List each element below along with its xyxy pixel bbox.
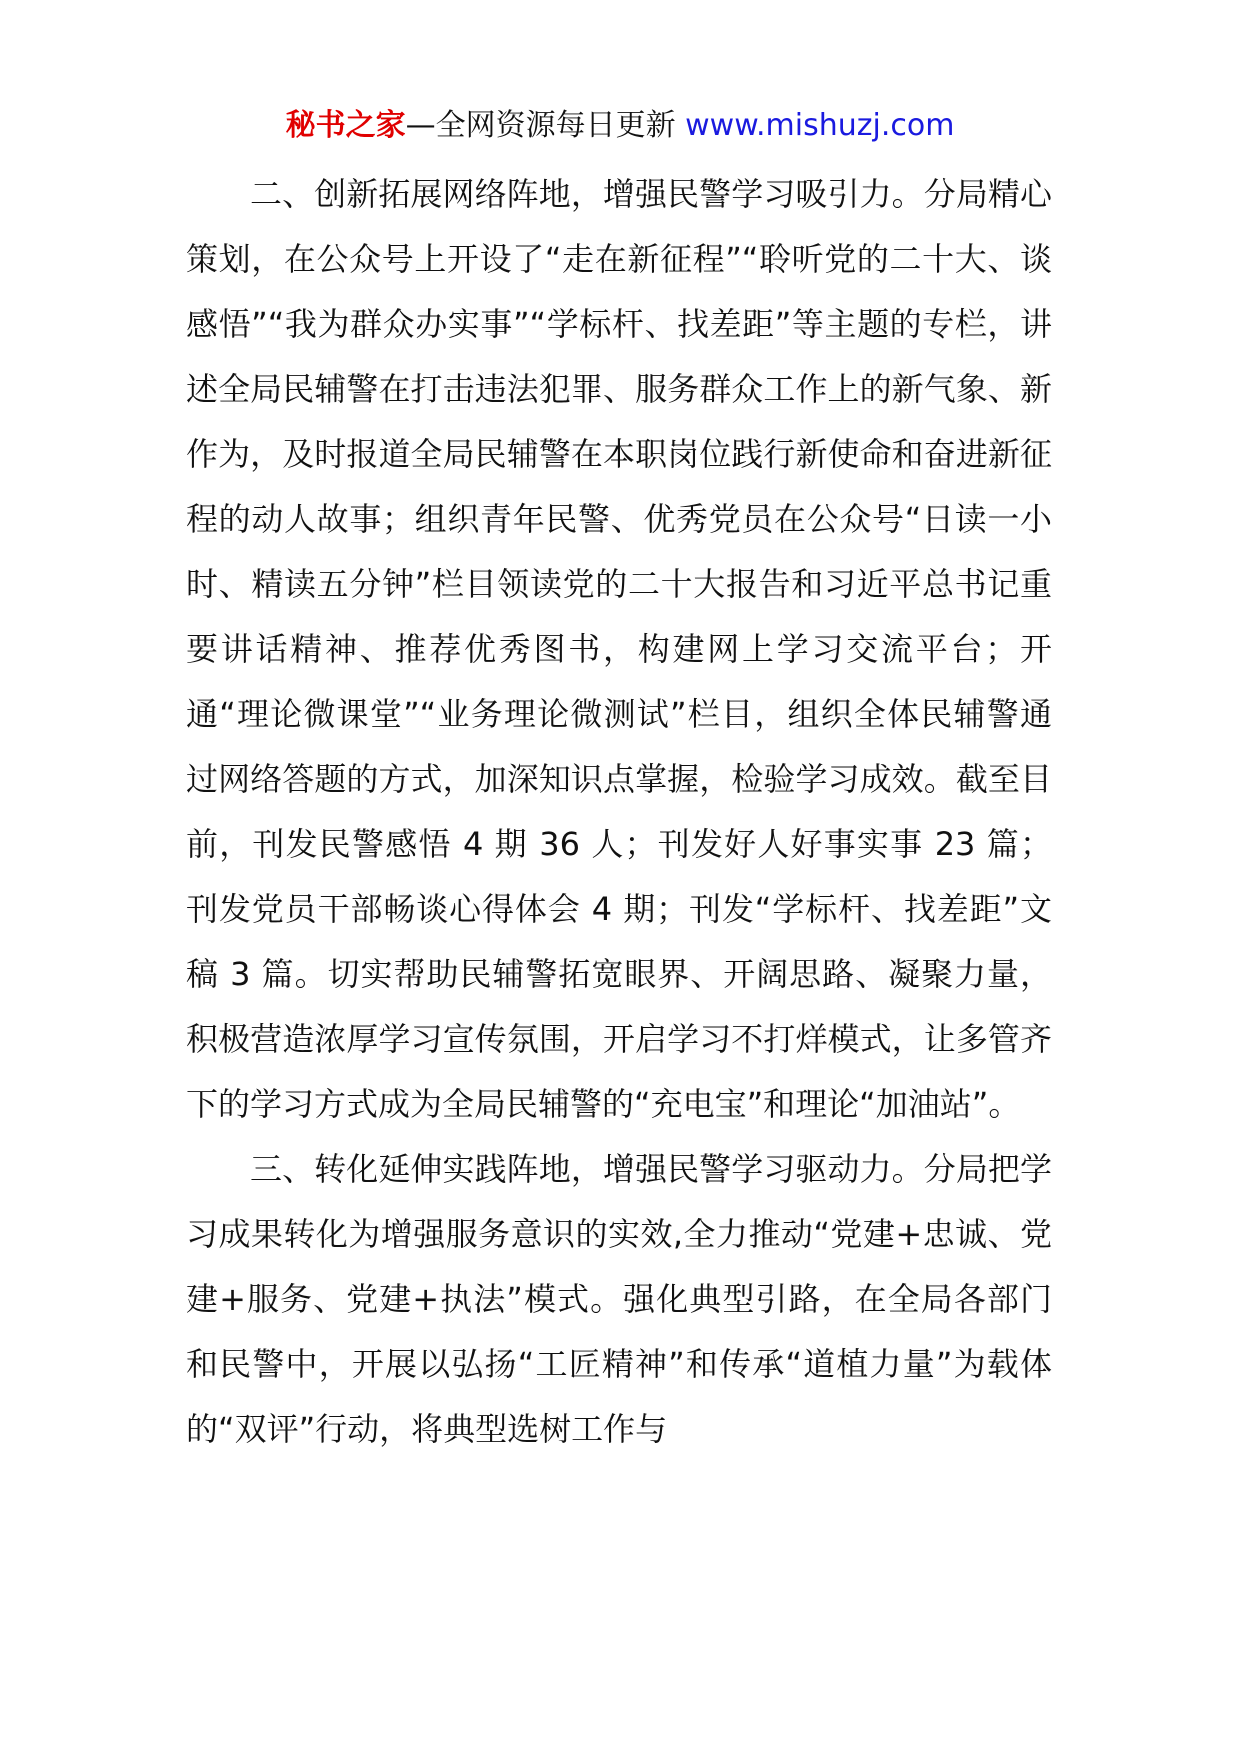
website-link[interactable]: www.mishuzj.com xyxy=(685,108,955,143)
header-tagline: —全网资源每日更新 xyxy=(405,108,676,143)
paragraph-network-front: 二、创新拓展网络阵地，增强民警学习吸引力。分局精心策划，在公众号上开设了“走在新征程”“聆听党的二十大、谈感悟”“我为群众办实事”“学标杆、找差距”等主题的专栏，讲述全局民辅警在打击违法犯罪、服务群众工作上的新气象、新作为，及时报道全局民辅警在本职岗位践行新使命和奋进新征程的动人故事；组织青年民警、优秀党员在公众号“日读一小时、精读五分钟”栏目领读党的二十大报告和习近平总书记重要讲话精神、推荐优秀图书，构建网上学习交流平台；开通“理论微课堂”“业务理论微测试”栏目，组织全体民辅警通过网络答题的方式，加深知识点掌握，检验学习成效。截至目前，刊发民警感悟 4 期 36 人；刊发好人好事实事 23 篇；刊发党员干部畅谈心得体会 4 期；刊发“学标杆、找差距”文稿 3 篇。切实帮助民辅警拓宽眼界、开阔思路、凝聚力量，积极营造浓厚学习宣传氛围，开启学习不打烊模式，让多管齐下的学习方式成为全局民辅警的“充电宝”和理论“加油站”。 xyxy=(186,175,1052,1123)
brand-name: 秘书之家 xyxy=(285,108,406,143)
page-header xyxy=(0,106,1240,146)
document-body xyxy=(186,162,1052,1462)
paragraph-practice-front: 三、转化延伸实践阵地，增强民警学习驱动力。分局把学习成果转化为增强服务意识的实效,全力推动“党建+忠诚、党建+服务、党建+执法”模式。强化典型引路，在全局各部门和民警中，开展以弘扬“工匠精神”和传承“道植力量”为载体的“双评”行动，将典型选树工作与 xyxy=(186,1150,1052,1448)
